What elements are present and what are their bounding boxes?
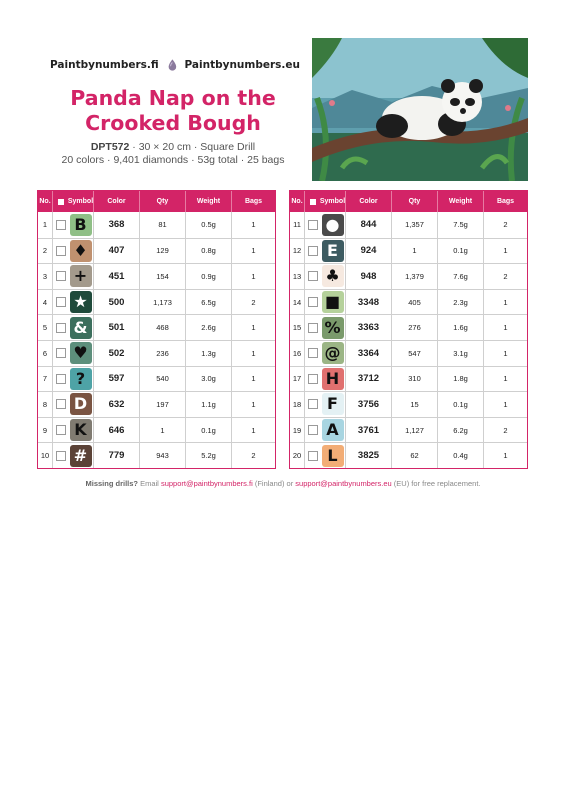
- symbol-cell: [320, 341, 346, 366]
- color-code: 501: [94, 315, 140, 340]
- color-code: 646: [94, 418, 140, 443]
- row-number: 7: [38, 367, 53, 392]
- symbol-cell: [320, 212, 346, 238]
- quantity: 310: [392, 367, 438, 392]
- symbol-cell: [68, 392, 94, 417]
- header-weight: Weight: [438, 191, 484, 212]
- table-row: [38, 340, 275, 366]
- symbol-cell: [320, 367, 346, 392]
- row-checkbox-cell: [305, 443, 320, 468]
- bags: 1: [503, 348, 508, 358]
- weight: 0.5g: [186, 212, 232, 238]
- row-checkbox-cell: [53, 341, 68, 366]
- weight: 0.8g: [186, 239, 232, 264]
- row-number: 5: [38, 315, 53, 340]
- weight: 7.6g: [438, 264, 484, 289]
- header-color: Color: [346, 191, 392, 212]
- table-row: [38, 417, 275, 443]
- symbol-swatch: H: [322, 368, 344, 390]
- header-checkbox: [305, 191, 320, 212]
- footer-lead: Missing drills?: [85, 479, 139, 488]
- row-checkbox[interactable]: [308, 348, 318, 358]
- symbol-swatch: F: [322, 393, 344, 415]
- table-header: [290, 191, 527, 212]
- footer-text-3: (EU) for free replacement.: [391, 479, 481, 488]
- color-code: 3363: [346, 315, 392, 340]
- bags: 1: [251, 374, 256, 384]
- row-checkbox[interactable]: [56, 399, 66, 409]
- row-checkbox[interactable]: [56, 374, 66, 384]
- row-checkbox[interactable]: [308, 246, 318, 256]
- color-code: 3348: [346, 290, 392, 315]
- row-number: 11: [290, 212, 305, 238]
- table-row: [290, 314, 527, 340]
- row-checkbox-cell: [53, 239, 68, 264]
- color-code: 597: [94, 367, 140, 392]
- row-checkbox-cell: [305, 264, 320, 289]
- symbol-swatch: %: [322, 317, 344, 339]
- symbol-cell: [320, 264, 346, 289]
- table-row: [38, 366, 275, 392]
- symbol-cell: [68, 290, 94, 315]
- row-checkbox[interactable]: [308, 271, 318, 281]
- symbol-swatch: +: [70, 265, 92, 287]
- bags: 2: [503, 425, 508, 435]
- header-qty: Qty: [392, 191, 438, 212]
- quantity: 1,127: [392, 418, 438, 443]
- row-checkbox-cell: [53, 264, 68, 289]
- paint-drop-icon: [168, 55, 177, 75]
- weight: 1.6g: [438, 315, 484, 340]
- color-code: 3364: [346, 341, 392, 366]
- row-checkbox[interactable]: [308, 220, 318, 230]
- row-checkbox-cell: [53, 367, 68, 392]
- table-header: [38, 191, 275, 212]
- color-code: 368: [94, 212, 140, 238]
- symbol-cell: [320, 239, 346, 264]
- quantity: 197: [140, 392, 186, 417]
- table-row: [38, 391, 275, 417]
- weight: 0.9g: [186, 264, 232, 289]
- weight: 1.8g: [438, 367, 484, 392]
- weight: 0.4g: [438, 443, 484, 468]
- row-number: 4: [38, 290, 53, 315]
- weight: 6.2g: [438, 418, 484, 443]
- product-specs: [40, 141, 306, 153]
- color-code: 948: [346, 264, 392, 289]
- table-row: [38, 442, 275, 468]
- row-number: 16: [290, 341, 305, 366]
- color-table-left: [37, 190, 276, 469]
- row-checkbox-cell: [53, 392, 68, 417]
- row-checkbox[interactable]: [56, 425, 66, 435]
- row-checkbox[interactable]: [56, 348, 66, 358]
- email-link-eu[interactable]: support@paintbynumbers.eu: [295, 479, 392, 488]
- row-checkbox-cell: [305, 315, 320, 340]
- product-summary: 20 colors · 9,401 diamonds · 53g total · 25 bags: [61, 154, 285, 166]
- footer-text-2: (Finland) or: [252, 479, 296, 488]
- symbol-swatch: ★: [70, 291, 92, 313]
- weight: 5.2g: [186, 443, 232, 468]
- footer-text-1: Email: [138, 479, 161, 488]
- quantity: 1,357: [392, 212, 438, 238]
- quantity: 468: [140, 315, 186, 340]
- symbol-swatch: @: [322, 342, 344, 364]
- bags: 1: [251, 323, 256, 333]
- row-number: 20: [290, 443, 305, 468]
- color-code: 3825: [346, 443, 392, 468]
- weight: 0.1g: [438, 392, 484, 417]
- row-checkbox-cell: [53, 443, 68, 468]
- symbol-swatch: ?: [70, 368, 92, 390]
- color-table-right: [289, 190, 528, 469]
- row-number: 15: [290, 315, 305, 340]
- page-title: Panda Nap on the Crooked Bough: [70, 86, 276, 135]
- weight: 0.1g: [438, 239, 484, 264]
- symbol-swatch: B: [70, 214, 92, 236]
- row-checkbox-cell: [53, 290, 68, 315]
- symbol-swatch: ●: [322, 214, 344, 236]
- table-row: [38, 289, 275, 315]
- row-number: 1: [38, 212, 53, 238]
- table-row: [290, 417, 527, 443]
- symbol-swatch: ■: [322, 291, 344, 313]
- row-checkbox[interactable]: [308, 297, 318, 307]
- color-code: 924: [346, 239, 392, 264]
- row-number: 8: [38, 392, 53, 417]
- color-code: 500: [94, 290, 140, 315]
- header-checkbox-square: [58, 199, 64, 205]
- brand-name-fi[interactable]: Paintbynumbers.fi: [50, 59, 159, 71]
- weight: 6.5g: [186, 290, 232, 315]
- weight: 2.3g: [438, 290, 484, 315]
- row-checkbox[interactable]: [56, 451, 66, 461]
- row-checkbox[interactable]: [308, 425, 318, 435]
- symbol-swatch: K: [70, 419, 92, 441]
- row-checkbox-cell: [305, 290, 320, 315]
- row-checkbox[interactable]: [308, 451, 318, 461]
- row-number: 18: [290, 392, 305, 417]
- header-symbol: Symbol: [68, 191, 94, 212]
- symbol-cell: [68, 315, 94, 340]
- quantity: 129: [140, 239, 186, 264]
- weight: 3.1g: [438, 341, 484, 366]
- symbol-swatch: #: [70, 445, 92, 467]
- row-number: 17: [290, 367, 305, 392]
- bags: 1: [251, 220, 256, 230]
- symbol-swatch: A: [322, 419, 344, 441]
- row-number: 13: [290, 264, 305, 289]
- header-no: No.: [38, 191, 53, 212]
- quantity: 1,379: [392, 264, 438, 289]
- symbol-cell: [68, 239, 94, 264]
- weight: 3.0g: [186, 367, 232, 392]
- table-row: [290, 212, 527, 238]
- bags: 2: [251, 451, 256, 461]
- table-row: [290, 289, 527, 315]
- row-checkbox-cell: [305, 367, 320, 392]
- product-sku: DPT572: [90, 141, 130, 153]
- bags: 2: [251, 297, 256, 307]
- quantity: 15: [392, 392, 438, 417]
- panda-preview-image: [312, 38, 528, 181]
- quantity: 1,173: [140, 290, 186, 315]
- row-number: 10: [38, 443, 53, 468]
- symbol-swatch: ♥: [70, 342, 92, 364]
- row-checkbox[interactable]: [56, 220, 66, 230]
- row-checkbox[interactable]: [56, 297, 66, 307]
- row-number: 12: [290, 239, 305, 264]
- quantity: 540: [140, 367, 186, 392]
- color-code: 3761: [346, 418, 392, 443]
- symbol-swatch: &: [70, 317, 92, 339]
- row-checkbox[interactable]: [56, 271, 66, 281]
- symbol-cell: [320, 315, 346, 340]
- symbol-cell: [68, 443, 94, 468]
- row-number: 2: [38, 239, 53, 264]
- bags: 1: [251, 348, 256, 358]
- color-code: 844: [346, 212, 392, 238]
- table-row: [290, 263, 527, 289]
- weight: 1.3g: [186, 341, 232, 366]
- quantity: 154: [140, 264, 186, 289]
- row-number: 3: [38, 264, 53, 289]
- weight: 1.1g: [186, 392, 232, 417]
- bags: 1: [503, 297, 508, 307]
- header-color: Color: [94, 191, 140, 212]
- quantity: 1: [392, 239, 438, 264]
- bags: 1: [503, 374, 508, 384]
- quantity: 236: [140, 341, 186, 366]
- symbol-swatch: L: [322, 445, 344, 467]
- quantity: 405: [392, 290, 438, 315]
- row-checkbox[interactable]: [308, 323, 318, 333]
- table-row: [290, 340, 527, 366]
- color-code: 632: [94, 392, 140, 417]
- row-checkbox-cell: [53, 212, 68, 238]
- quantity: 943: [140, 443, 186, 468]
- row-number: 19: [290, 418, 305, 443]
- row-checkbox[interactable]: [56, 323, 66, 333]
- symbol-swatch: E: [322, 240, 344, 262]
- symbol-cell: [68, 367, 94, 392]
- row-number: 14: [290, 290, 305, 315]
- quantity: 62: [392, 443, 438, 468]
- quantity: 81: [140, 212, 186, 238]
- row-checkbox[interactable]: [56, 246, 66, 256]
- table-row: [290, 442, 527, 468]
- table-body: [290, 212, 527, 468]
- bags: 1: [503, 399, 508, 409]
- header-bags: Bags: [244, 198, 263, 205]
- symbol-swatch: D: [70, 393, 92, 415]
- bags: 1: [251, 399, 256, 409]
- bags: 1: [503, 323, 508, 333]
- symbol-cell: [68, 212, 94, 238]
- bags: 1: [251, 271, 256, 281]
- symbol-swatch: ♣: [322, 265, 344, 287]
- header-no: No.: [290, 191, 305, 212]
- table-body: [38, 212, 275, 468]
- bags: 1: [503, 246, 508, 256]
- color-code: 407: [94, 239, 140, 264]
- bags: 2: [503, 220, 508, 230]
- bags: 1: [251, 425, 256, 435]
- symbol-swatch: ♦: [70, 240, 92, 262]
- header-bags: Bags: [496, 198, 515, 205]
- color-code: 3712: [346, 367, 392, 392]
- product-size: · 30 × 20 cm · Square Drill: [129, 141, 256, 153]
- bags: 2: [503, 271, 508, 281]
- row-checkbox-cell: [305, 341, 320, 366]
- quantity: 276: [392, 315, 438, 340]
- table-row: [38, 263, 275, 289]
- table-row: [290, 366, 527, 392]
- row-checkbox-cell: [305, 418, 320, 443]
- row-checkbox-cell: [53, 315, 68, 340]
- quantity: 547: [392, 341, 438, 366]
- brand-name-eu[interactable]: Paintbynumbers.eu: [184, 59, 300, 71]
- color-code: 779: [94, 443, 140, 468]
- footer-note: [0, 479, 566, 488]
- symbol-cell: [68, 418, 94, 443]
- header-symbol: Symbol: [320, 191, 346, 212]
- bags: 1: [503, 451, 508, 461]
- row-number: 9: [38, 418, 53, 443]
- header-qty: Qty: [140, 191, 186, 212]
- table-row: [38, 238, 275, 264]
- bags: 1: [251, 246, 256, 256]
- symbol-cell: [320, 290, 346, 315]
- color-code: 451: [94, 264, 140, 289]
- table-row: [38, 212, 275, 238]
- quantity: 1: [140, 418, 186, 443]
- email-link-fi[interactable]: support@paintbynumbers.fi: [160, 479, 253, 488]
- row-checkbox-cell: [305, 212, 320, 238]
- header-weight: Weight: [186, 191, 232, 212]
- row-checkbox-cell: [53, 418, 68, 443]
- row-checkbox[interactable]: [308, 374, 318, 384]
- table-row: [290, 238, 527, 264]
- header-checkbox: [53, 191, 68, 212]
- weight: 7.5g: [438, 212, 484, 238]
- weight: 0.1g: [186, 418, 232, 443]
- table-row: [38, 314, 275, 340]
- header-checkbox-square: [310, 199, 316, 205]
- symbol-cell: [68, 341, 94, 366]
- row-checkbox-cell: [305, 239, 320, 264]
- row-checkbox[interactable]: [308, 399, 318, 409]
- symbol-cell: [320, 443, 346, 468]
- weight: 2.6g: [186, 315, 232, 340]
- symbol-cell: [320, 392, 346, 417]
- brand-header: [50, 54, 300, 76]
- symbol-cell: [320, 418, 346, 443]
- color-code: 502: [94, 341, 140, 366]
- row-number: 6: [38, 341, 53, 366]
- row-checkbox-cell: [305, 392, 320, 417]
- color-code: 3756: [346, 392, 392, 417]
- symbol-cell: [68, 264, 94, 289]
- table-row: [290, 391, 527, 417]
